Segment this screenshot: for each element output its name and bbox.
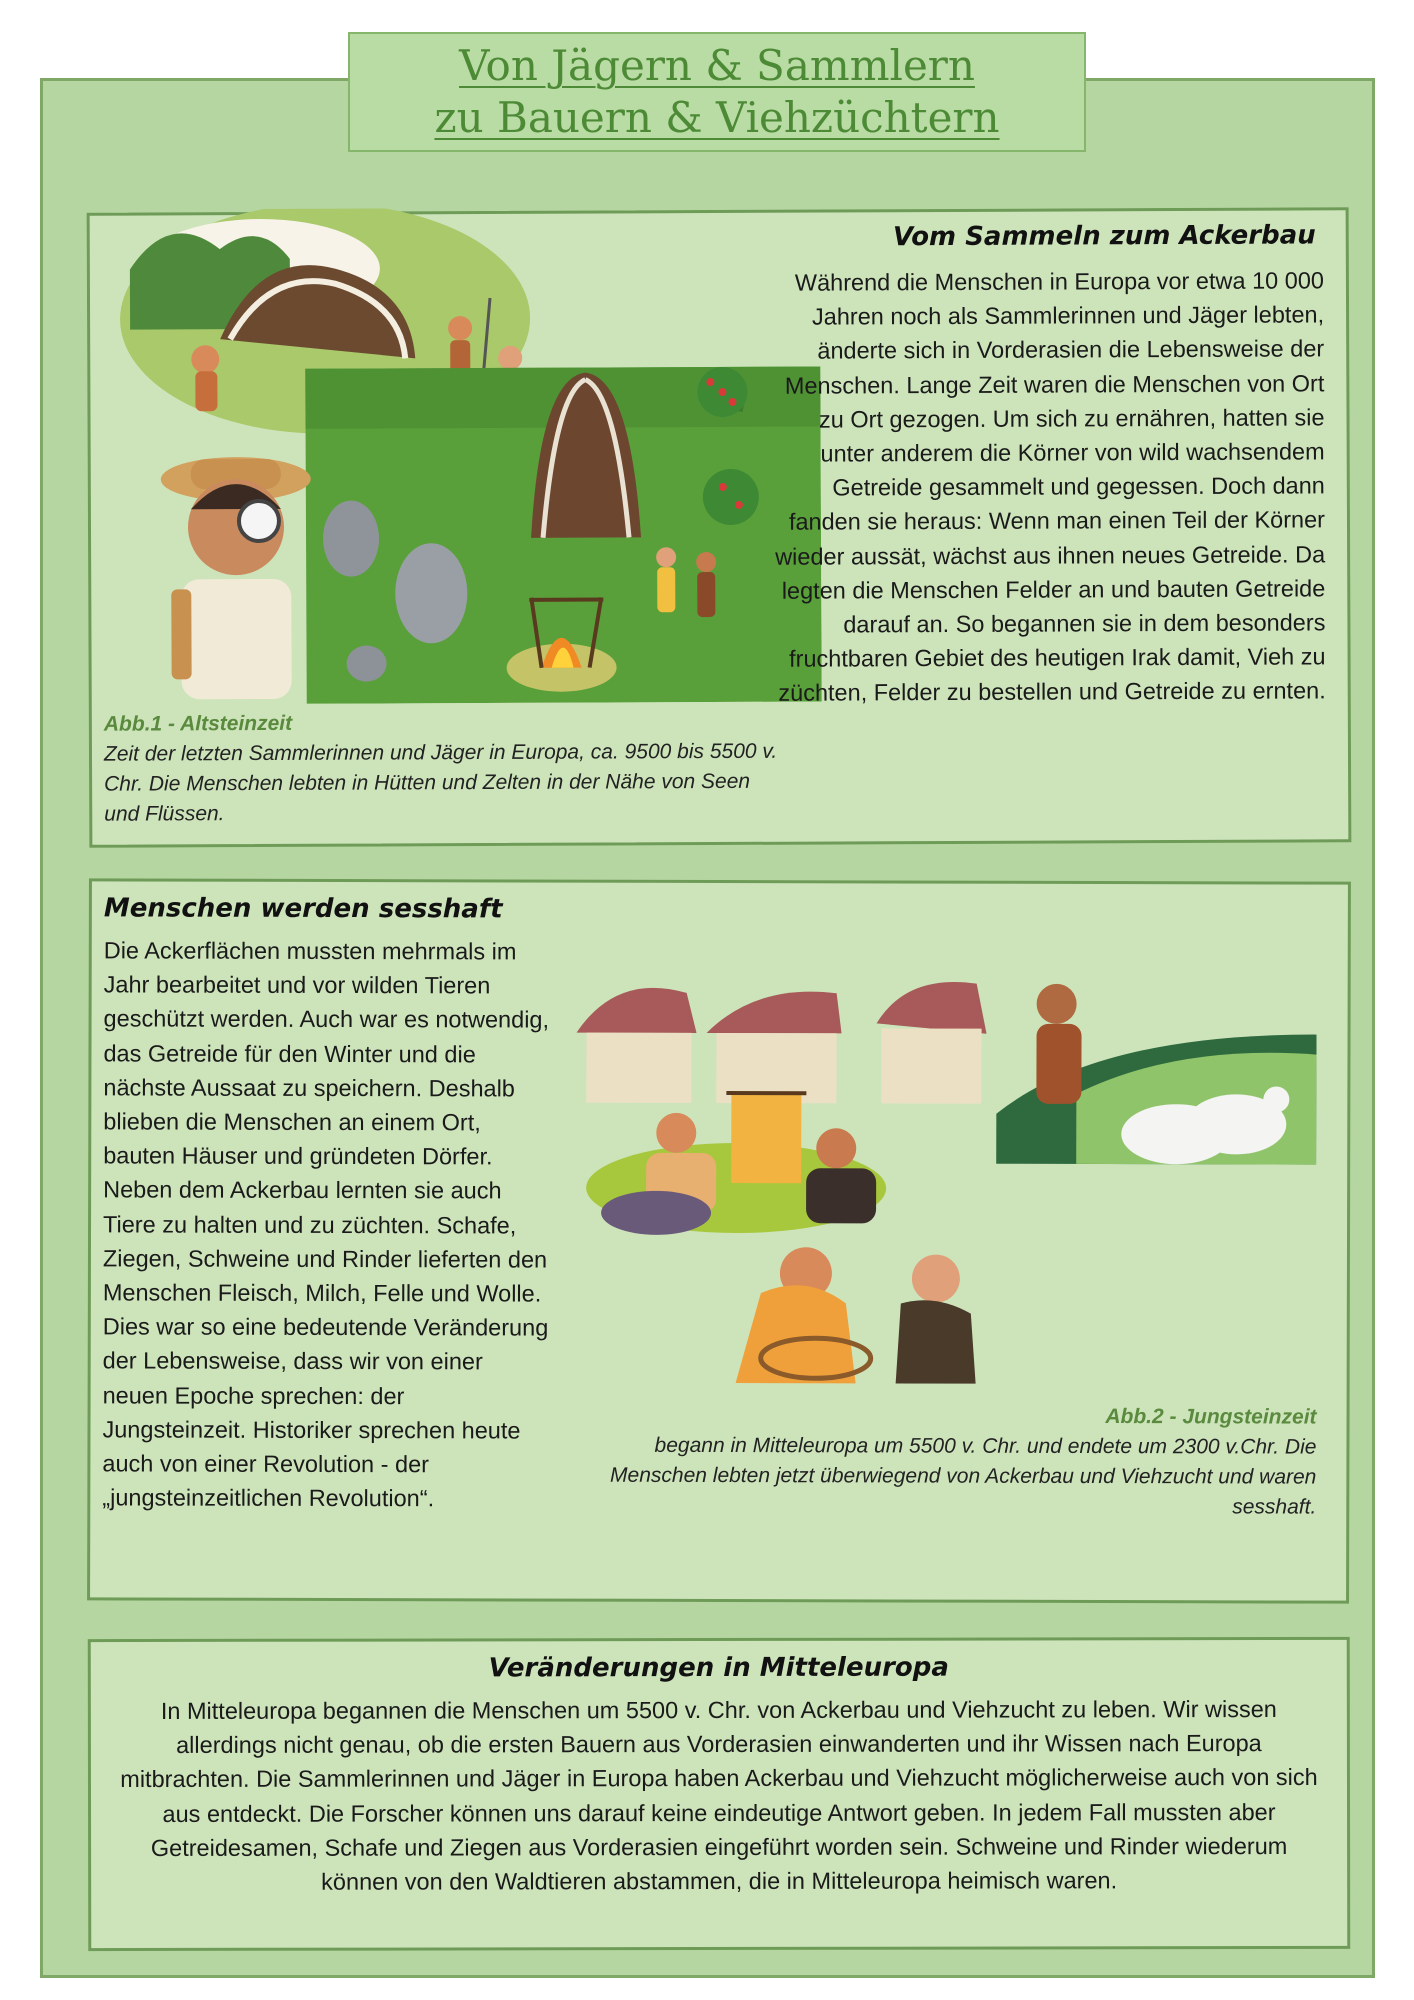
title-line-2: zu Bauern & Viehzüchtern	[434, 93, 1000, 142]
section-stone-age-panel	[87, 207, 1352, 848]
title-box	[348, 32, 1086, 152]
figure-2-caption-title: Abb.2 - Jungsteinzeit	[1105, 1405, 1317, 1429]
neolithic-village-illustration	[576, 973, 1317, 1395]
figure-1-caption-text: Zeit der letzten Sammlerinnen und Jäger in Europa, ca. 9500 bis 5500 v. Chr. Die Menschen lebten in Hütten und Zelten in der Nähe von Seen und Flüssen.	[103, 739, 778, 826]
section-2-heading: Menschen werden sesshaft	[103, 893, 503, 925]
section-2-text: Die Ackerflächen mussten mehrmals im Jahr bearbeitet und vor wilden Tieren geschützt werden. Auch war es notwendig, das Getreide für den Winter und die nächste Aussaat zu speichern. Deshalb blieben die Menschen an einem Ort, bauten Häuser und gründeten Dörfer. Neben dem Ackerbau lernten sie auch Tiere zu halten und zu züchten. Schafe, Ziegen, Schweine und Rinder lieferten den Menschen Fleisch, Milch, Felle und Wolle. Dies war so eine bedeutende Veränderung der Lebensweise, dass wir von einer neuen Epoche sprechen: der Jungsteinzeit. Historiker sprechen heute auch von einer Revolution - der „jungsteinzeitlichen Revolution“.	[102, 937, 550, 1512]
section-central-europe-panel	[88, 1637, 1351, 1951]
section-settled-panel	[87, 878, 1351, 1603]
paleolithic-camp-illustration	[110, 207, 822, 705]
figure-2-caption	[596, 1401, 1316, 1523]
section-3-heading: Veränderungen in Mitteleuropa	[488, 1652, 949, 1684]
section-1-text: Während die Menschen in Europa vor etwa 10 000 Jahren noch als Sammlerinnen und Jäger lebten, änderte sich in Vorderasien die Lebensweise der Menschen. Lange Zeit waren die Menschen von Ort zu Ort gezogen. Um sich zu ernähren, hatten sie unter anderem die Körner von wild wachsendem Getreide gesammelt und gegessen. Doch dann fanden sie heraus: Wenn man einen Teil der Körner wieder aussät, wächst aus ihnen neues Getreide. Da legten die Menschen Felder an und bauten Getreide darauf an. So begannen sie in dem besonders fruchtbaren Gebiet des heutigen Irak damit, Vieh zu züchten, Felder zu bestellen und Getreide zu ernten.	[775, 267, 1326, 707]
figure-1-caption-title: Abb.1 - Altsteinzeit	[103, 711, 293, 736]
figure-2-caption-text: begann in Mitteleuropa um 5500 v. Chr. und endete um 2300 v.Chr. Die Menschen lebten jetzt überwiegend von Ackerbau und Viehzucht und waren sesshaft.	[610, 1433, 1317, 1519]
figure-1-caption	[104, 707, 785, 830]
title-line-1: Von Jägern & Sammlern	[459, 41, 975, 90]
section-1-heading: Vom Sammeln zum Ackerbau	[892, 220, 1316, 253]
section-3-text: In Mitteleuropa begannen die Menschen um 5500 v. Chr. von Ackerbau und Viehzucht zu leben. Wir wissen allerdings nicht genau, ob die ersten Bauern aus Vorderasien einwanderten und ihr Wissen nach Europa mitbrachten. Die Sammlerinnen und Jäger in Europa haben Ackerbau und Viehzucht möglicherweise auch von sich aus entdeckt. Die Forscher können uns darauf keine eindeutige Antwort geben. In jedem Fall mussten aber Getreidesamen, Schafe und Ziegen aus Vorderasien eingeführt worden sein. Schweine und Rinder wiederum können von den Waldtieren abstammen, die in Mitteleuropa heimisch waren.	[120, 1696, 1318, 1895]
